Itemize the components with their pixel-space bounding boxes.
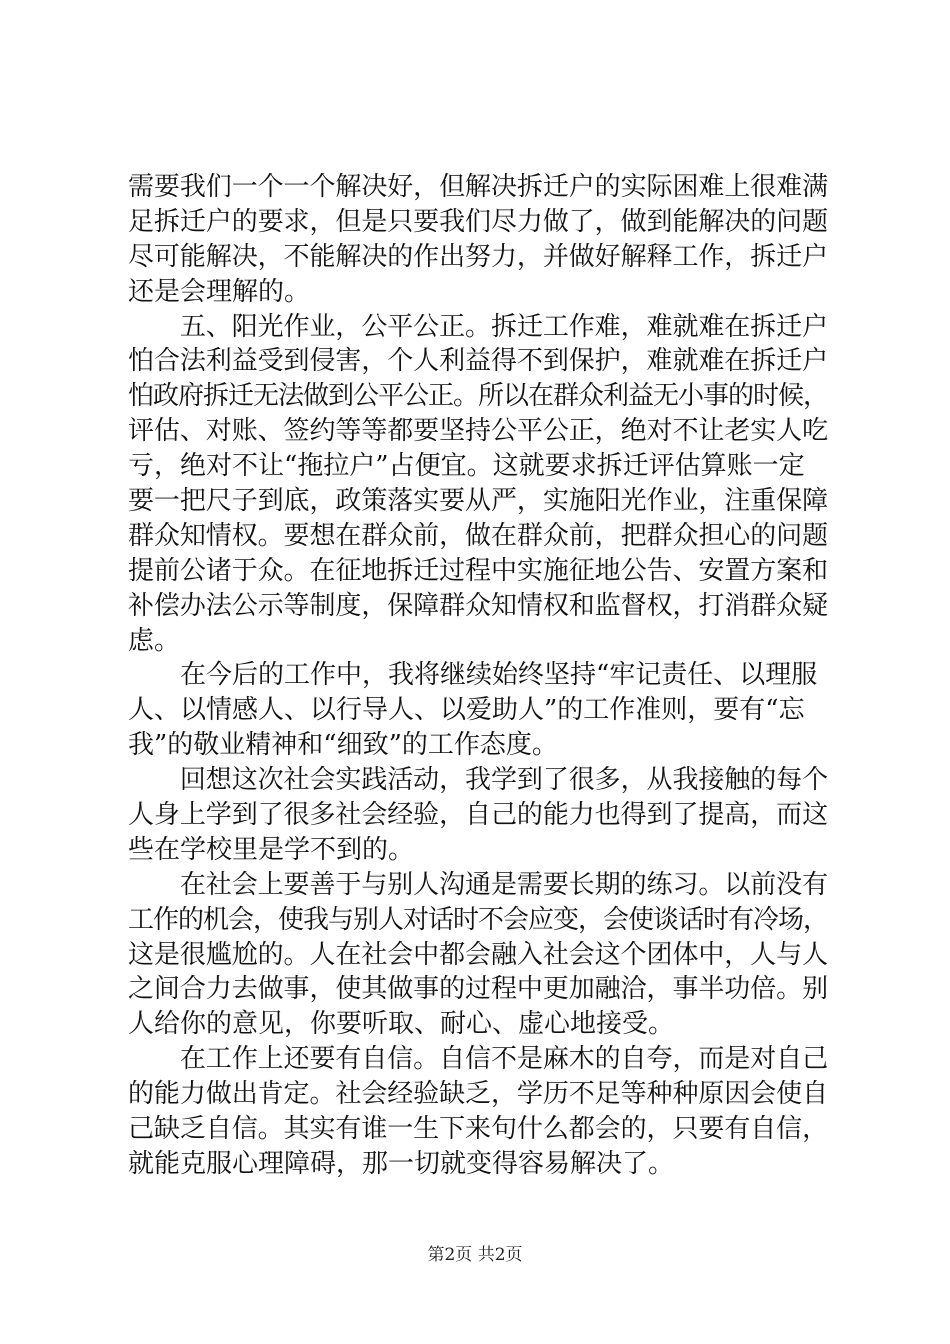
text-line: 提前公诸于众。在征地拆迁过程中实施征地公告、安置方案和 xyxy=(128,555,829,586)
text-line: 之间合力去做事，使其做事的过程中更加融洽，事半功倍。别 xyxy=(128,974,829,1005)
text-line: 群众知情权。要想在群众前，做在群众前，把群众担心的问题 xyxy=(128,520,829,551)
text-line: 就能克服心理障碍，那一切就变得容易解决了。 xyxy=(128,1148,675,1179)
body-text xyxy=(128,170,828,1182)
text-line: 尽可能解决，不能解决的作出努力，并做好解释工作，拆迁户 xyxy=(128,241,829,272)
text-line: 需要我们一个一个解决好，但解决拆迁户的实际困难上很难满 xyxy=(128,172,829,202)
text-line: 评估、对账、签约等等都要坚持公平公正，绝对不让老实人吃 xyxy=(128,416,829,447)
text-line: 虑。 xyxy=(128,625,181,656)
page-footer: 第2页 共2页 xyxy=(427,1245,523,1265)
text-line: 回想这次社会实践活动，我学到了很多，从我接触的每个 xyxy=(128,765,829,796)
text-line: 还是会理解的。 xyxy=(128,276,311,307)
text-line: 这是很尴尬的。人在社会中都会融入社会这个团体中，人与人 xyxy=(128,939,829,970)
text-line: 补偿办法公示等制度，保障群众知情权和监督权，打消群众疑 xyxy=(128,590,829,621)
text-line: 怕政府拆迁无法做到公平公正。所以在群众利益无小事的时候， xyxy=(128,381,829,412)
text-line: 在工作上还要有自信。自信不是麻木的自夸，而是对自己 xyxy=(128,1044,829,1075)
text-line: 人身上学到了很多社会经验，自己的能力也得到了提高，而这 xyxy=(128,800,829,831)
text-line: 亏，绝对不让“拖拉户”占便宜。这就要求拆迁评估算账一定 xyxy=(128,451,805,482)
text-line: 在今后的工作中，我将继续始终坚持“牢记责任、以理服 xyxy=(128,660,818,691)
text-line: 的能力做出肯定。社会经验缺乏，学历不足等种种原因会使自 xyxy=(128,1079,829,1110)
text-line: 人、以情感人、以行导人、以爱助人”的工作准则，要有“忘 xyxy=(128,695,805,726)
text-line: 在社会上要善于与别人沟通是需要长期的练习。以前没有 xyxy=(128,869,829,900)
text-line: 己缺乏自信。其实有谁一生下来句什么都会的，只要有自信， xyxy=(128,1114,829,1145)
text-line: 些在学校里是学不到的。 xyxy=(128,834,415,865)
text-line: 足拆迁户的要求，但是只要我们尽力做了，做到能解决的问题 xyxy=(128,206,829,237)
text-line: 工作的机会，使我与别人对话时不会应变，会使谈话时有冷场， xyxy=(128,904,829,935)
text-line: 怕合法利益受到侵害，个人利益得不到保护，难就难在拆迁户 xyxy=(128,346,829,377)
text-line: 人给你的意见，你要听取、耐心、虚心地接受。 xyxy=(128,1009,675,1040)
text-line: 要一把尺子到底，政策落实要从严，实施阳光作业，注重保障 xyxy=(128,486,829,517)
text-line: 五、阳光作业，公平公正。拆迁工作难，难就难在拆迁户 xyxy=(128,311,829,342)
text-line: 我”的敬业精神和“细致”的工作态度。 xyxy=(128,730,558,761)
